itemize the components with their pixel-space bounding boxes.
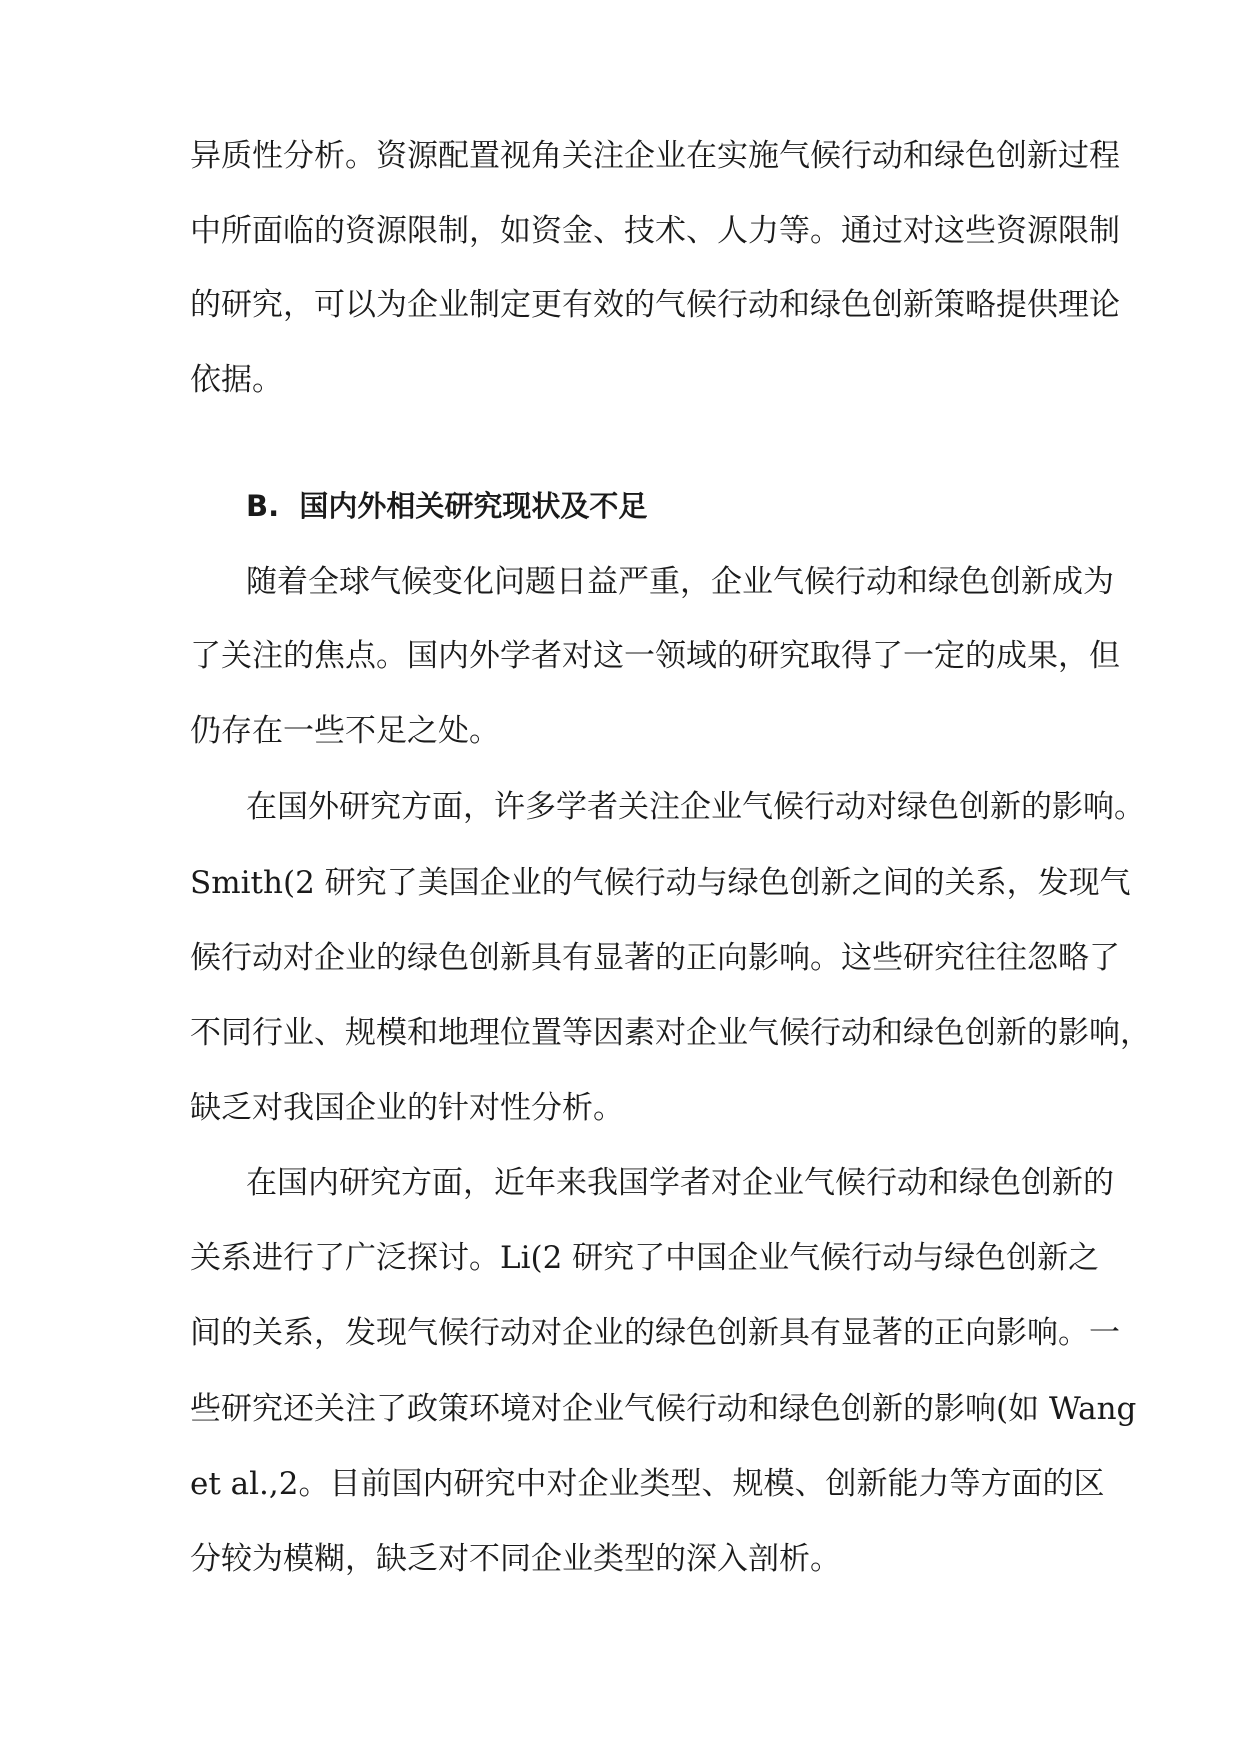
paragraph-line: 仍存在一些不足之处。	[190, 713, 500, 749]
paragraph-line: et al.,2。目前国内研究中对企业类型、规模、创新能力等方面的区	[190, 1466, 1105, 1502]
paragraph-line: 在国外研究方面，许多学者关注企业气候行动对绿色创新的影响。	[246, 789, 1145, 825]
paragraph-line: 缺乏对我国企业的针对性分析。	[190, 1090, 624, 1126]
paragraph-line: 关系进行了广泛探讨。Li(2 研究了中国企业气候行动与绿色创新之	[190, 1240, 1100, 1276]
paragraph-line: 在国内研究方面，近年来我国学者对企业气候行动和绿色创新的	[246, 1165, 1114, 1201]
paragraph-line: 的研究，可以为企业制定更有效的气候行动和绿色创新策略提供理论	[190, 287, 1120, 323]
paragraph-line: 随着全球气候变化问题日益严重，企业气候行动和绿色创新成为	[246, 564, 1114, 600]
paragraph-line: 些研究还关注了政策环境对企业气候行动和绿色创新的影响(如 Wang	[190, 1391, 1137, 1427]
paragraph-line: 间的关系，发现气候行动对企业的绿色创新具有显著的正向影响。一	[190, 1315, 1120, 1351]
paragraph-line: 候行动对企业的绿色创新具有显著的正向影响。这些研究往往忽略了	[190, 940, 1120, 976]
paragraph-line: 依据。	[190, 362, 283, 398]
paragraph-line: Smith(2 研究了美国企业的气候行动与绿色创新之间的关系，发现气	[190, 865, 1131, 901]
paragraph-line: 中所面临的资源限制，如资金、技术、人力等。通过对这些资源限制	[190, 213, 1120, 249]
paragraph-line: 了关注的焦点。国内外学者对这一领域的研究取得了一定的成果，但	[190, 638, 1120, 674]
paragraph-line: 异质性分析。资源配置视角关注企业在实施气候行动和绿色创新过程	[190, 138, 1120, 174]
paragraph-line: 分较为模糊，缺乏对不同企业类型的深入剖析。	[190, 1541, 841, 1577]
section-heading: B. 国内外相关研究现状及不足	[246, 489, 648, 523]
paragraph-line: 不同行业、规模和地理位置等因素对企业气候行动和绿色创新的影响，	[190, 1015, 1151, 1051]
